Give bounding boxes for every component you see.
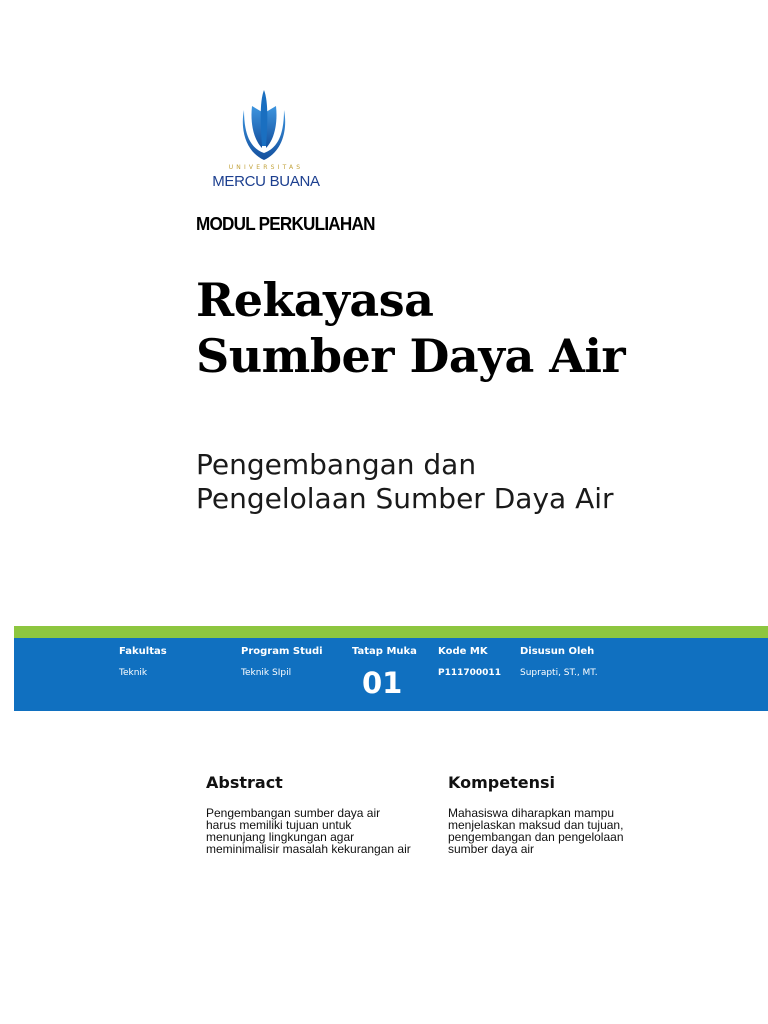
tatap-muka-label: Tatap Muka: [352, 646, 417, 657]
tatap-muka-value: 01: [362, 666, 403, 700]
kode-mk-label: Kode MK: [438, 646, 488, 657]
abstract-heading: Abstract: [206, 773, 283, 792]
module-subtitle-line1: Pengembangan dan: [196, 448, 477, 481]
module-subtitle-line2: Pengelolaan Sumber Daya Air: [196, 482, 614, 515]
kompetensi-heading: Kompetensi: [448, 773, 555, 792]
course-title-line1: Rekayasa: [196, 273, 434, 327]
university-logo: [196, 90, 336, 196]
program-studi-value: Teknik SIpil: [241, 668, 292, 678]
logo-university-name: MERCU BUANA: [212, 173, 320, 190]
fakultas-value: Teknik: [119, 668, 148, 678]
mercu-buana-emblem-icon: [240, 90, 288, 162]
modul-label: MODUL PERKULIAHAN: [196, 214, 375, 234]
module-subtitle: [196, 448, 614, 516]
program-studi-label: Program Studi: [241, 646, 323, 657]
logo-university-label: UNIVERSITAS: [228, 164, 304, 171]
kode-mk-value: P111700011: [438, 668, 501, 678]
accent-bar: [14, 626, 768, 638]
disusun-oleh-value: Suprapti, ST., MT.: [520, 668, 598, 678]
kompetensi-body: Mahasiswa diharapkan mampu menjelaskan maksud dan tujuan, pengembangan dan pengelolaan sumber daya air: [448, 806, 624, 856]
course-title-line2: Sumber Daya Air: [196, 329, 626, 383]
disusun-oleh-label: Disusun Oleh: [520, 646, 595, 657]
course-title: [196, 272, 625, 384]
fakultas-label: Fakultas: [119, 646, 167, 657]
abstract-body: Pengembangan sumber daya air harus memiliki tujuan untuk menunjang lingkungan agar meminimalisir masalah kekurangan air: [206, 806, 411, 856]
